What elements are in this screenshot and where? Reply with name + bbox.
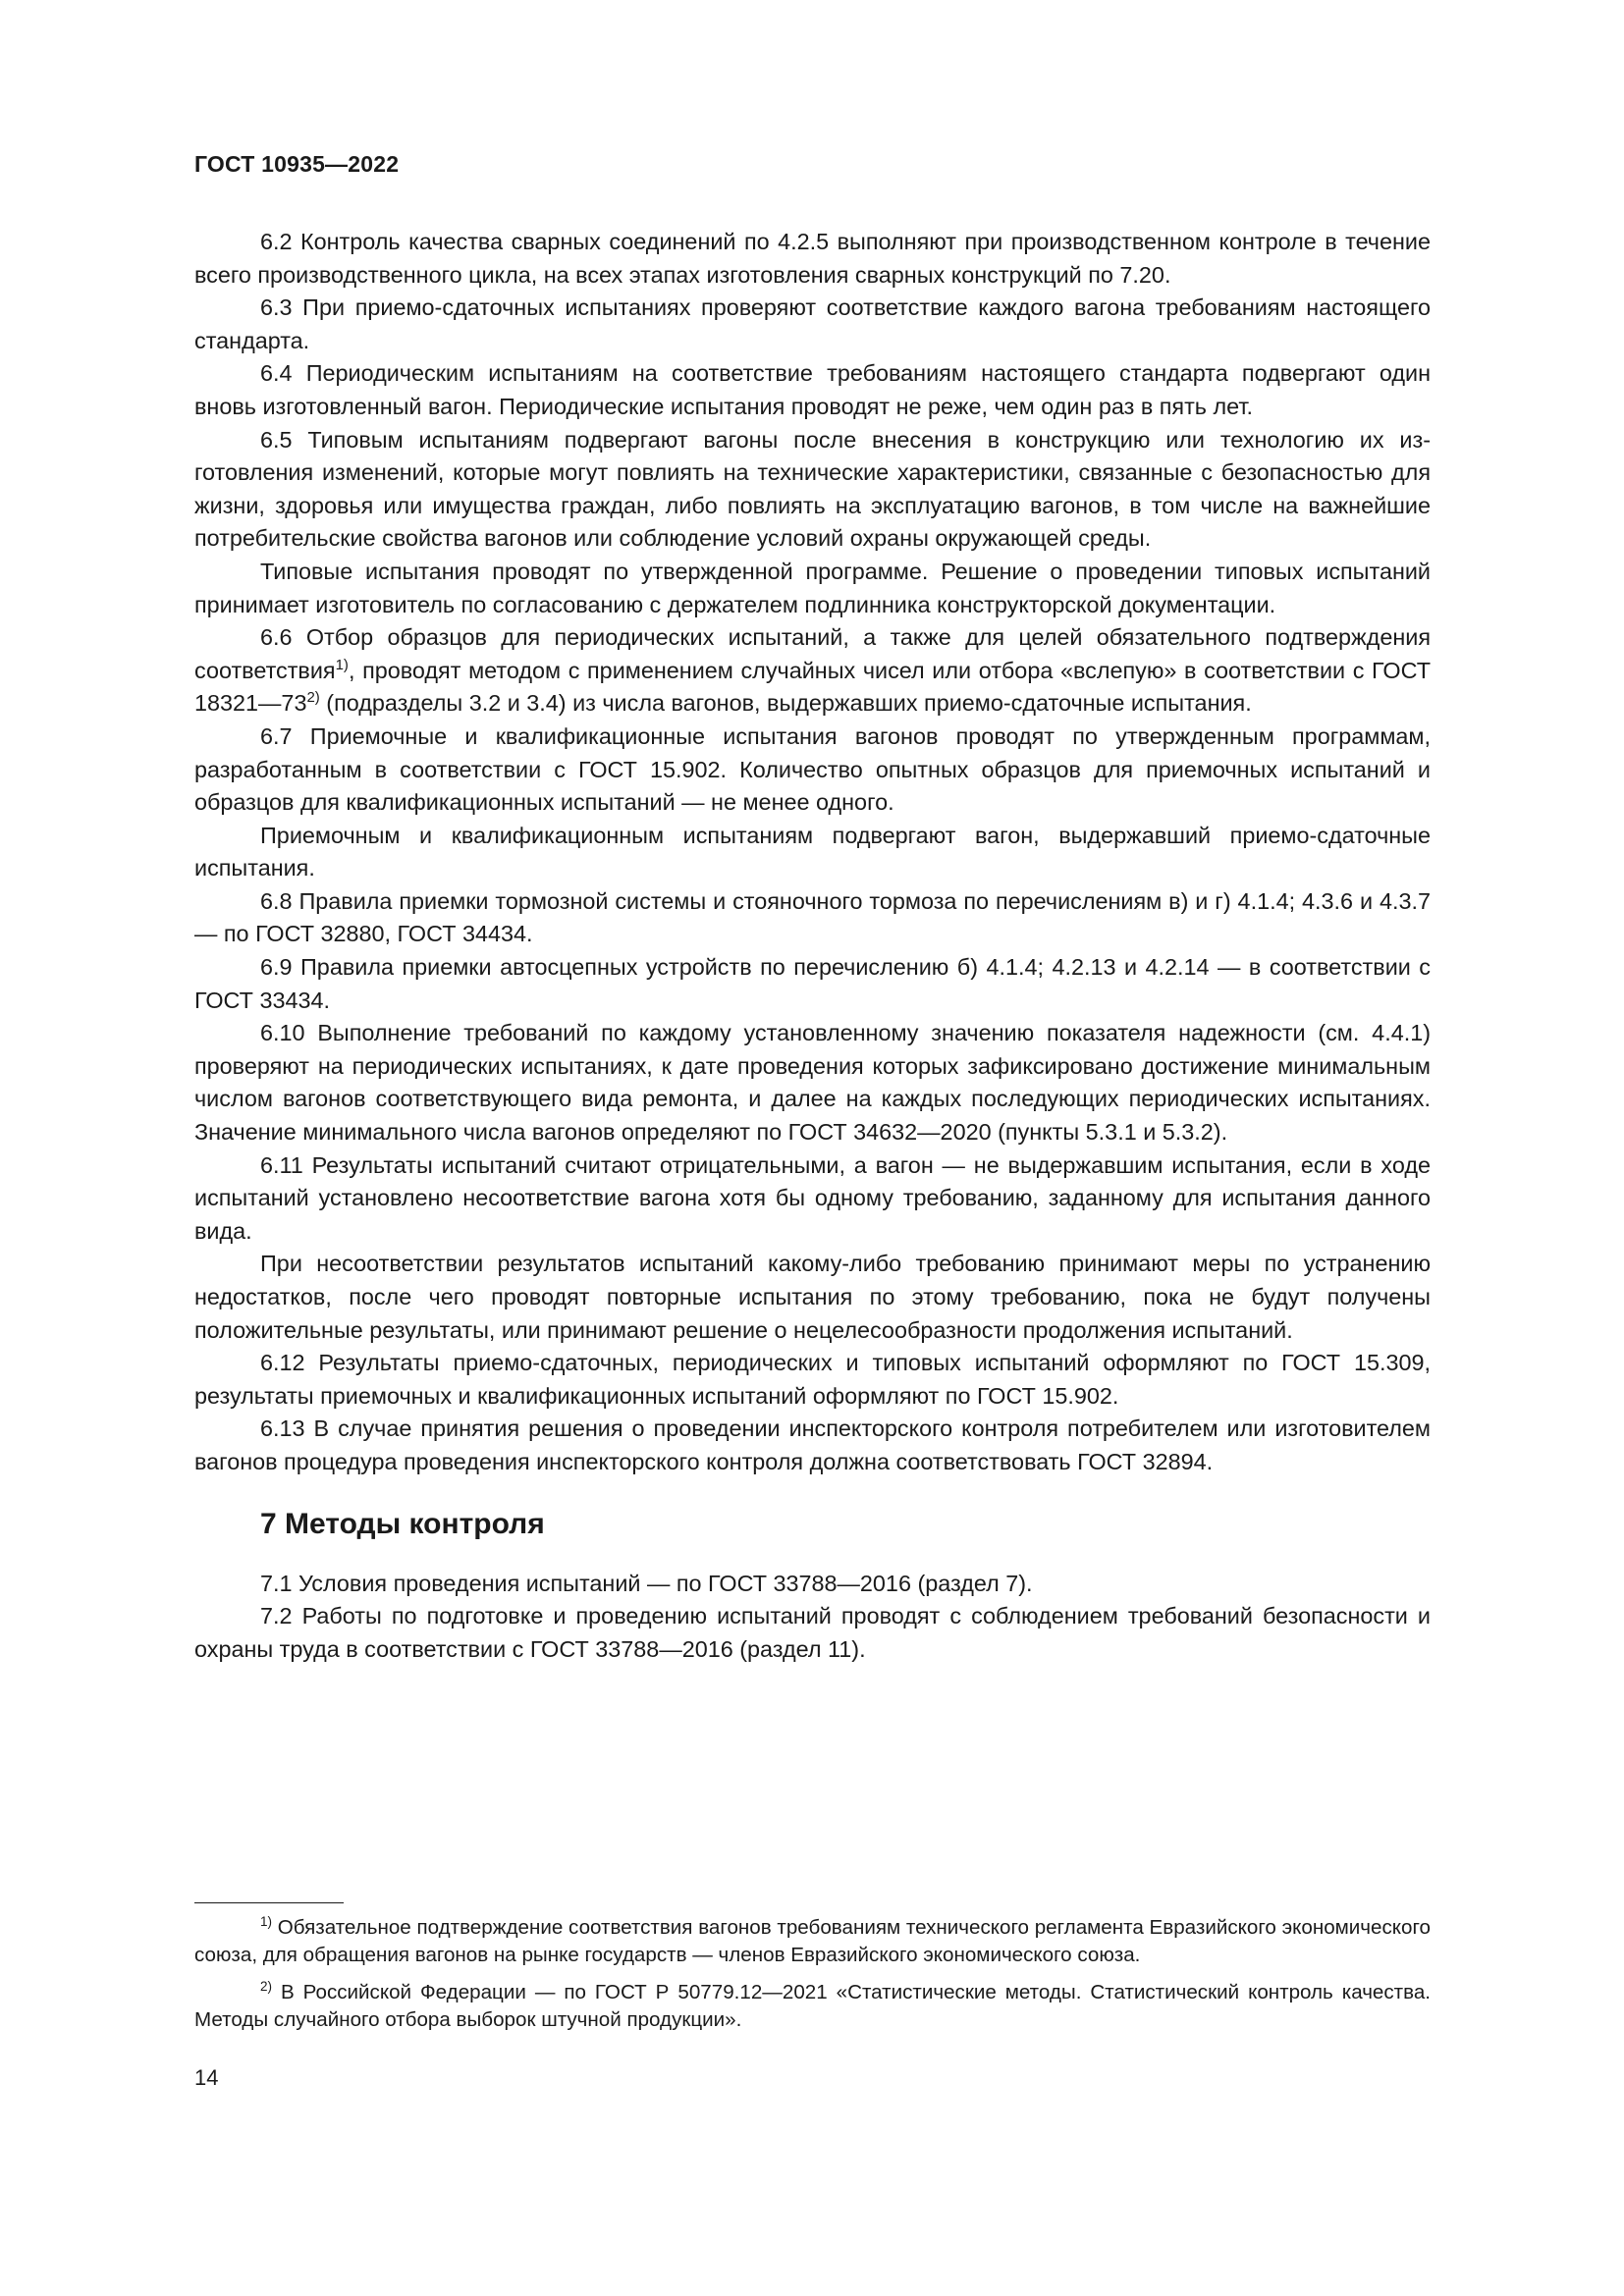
footnote-2 <box>194 1979 1431 2034</box>
footnote-1-mark: 1) <box>260 1914 273 1929</box>
footnote-divider <box>194 1902 344 1903</box>
footnote-1-text: Обязательное подтверждение соответствия вагонов требованиям технического регламента Евразийского экономического союза, для обращения вагонов на рынке государств — членов Евразийского экономического союза. <box>194 1916 1431 1966</box>
paragraph-6-3: 6.3 При приемо-сдаточных испытаниях проверяют соответствие каждого вагона требованиям настоящего стандарта. <box>194 294 1431 353</box>
document-header: ГОСТ 10935—2022 <box>194 151 400 177</box>
paragraph-6-2: 6.2 Контроль качества сварных соединений по 4.2.5 выполняют при производственном контроле в течение всего производственного цикла, на всех этапах изготовления сварных конструкций по 7.20. <box>194 229 1431 288</box>
page-number: 14 <box>194 2065 219 2090</box>
paragraph-6-6-part-a: 6.6 Отбор образцов для периодических испытаний, а также для целей обязательного подтверждения соответствия <box>194 624 1431 683</box>
paragraph-6-8: 6.8 Правила приемки тормозной системы и стояночного тормоза по перечислениям в) и г) 4.1.4; 4.3.6 и 4.3.7 — по ГОСТ 32880, ГОСТ 34434. <box>194 887 1431 947</box>
paragraph-6-5-continued: Типовые испытания проводят по утвержденной программе. Решение о проведении типовых испытаний принимает изготовитель по согласованию с держателем подлинника конструкторской документации. <box>194 558 1431 617</box>
paragraph-7-1: 7.1 Условия проведения испытаний — по ГОСТ 33788—2016 (раздел 7). <box>260 1570 1033 1596</box>
footnote-2-text: В Российской Федерации — по ГОСТ Р 50779.12—2021 «Статистические методы. Статистический контроль качества. Методы случайного отбора выборок штучной продукции». <box>194 1981 1431 2031</box>
footnote-ref-1: 1) <box>335 656 349 673</box>
paragraph-6-11: 6.11 Результаты испытаний считают отрицательными, а вагон — не выдержавшим испытания, если в ходе испытаний установлено несоответствие вагона хотя бы одному требованию, заданному для испытания данного вида. <box>194 1151 1431 1244</box>
paragraph-6-4: 6.4 Периодическим испытаниям на соответствие требованиям настоящего стандарта подвергают один вновь изготовленный вагон. Периодические испытания проводят не реже, чем один раз в пять лет. <box>194 360 1431 419</box>
paragraph-6-7: 6.7 Приемочные и квалификационные испытания вагонов проводят по утвержденным программам, разработанным в соответствии с ГОСТ 15.902. Количество опытных образцов для приемочных испытаний и образцов для квалификационных испытаний — не менее одного. <box>194 722 1431 816</box>
footnote-1 <box>194 1914 1431 1969</box>
paragraph-6-9: 6.9 Правила приемки автосцепных устройств по перечислению б) 4.1.4; 4.2.13 и 4.2.14 — в соответствии с ГОСТ 33434. <box>194 954 1431 1013</box>
section-7-title: 7 Методы контроля <box>260 1507 545 1540</box>
footnote-2-mark: 2) <box>260 1979 273 1994</box>
paragraph-6-6-part-b: , проводят методом с применением случайных чисел или отбора «вслепую» в соответствии с ГОСТ 18321—73 <box>194 657 1431 717</box>
paragraph-6-6 <box>194 621 1431 721</box>
paragraph-6-11-continued: При несоответствии результатов испытаний какому-либо требованию принимают меры по устранению недостатков, после чего проводят повторные испытания по этому требованию, пока не будут получены положительные результаты, или принимают решение о нецелесообразности продолжения испытаний. <box>194 1251 1431 1343</box>
paragraph-6-13: 6.13 В случае принятия решения о проведении инспекторского контроля потребителем или изготовителем вагонов процедура проведения инспекторского контроля должна соответствовать ГОСТ 32894. <box>194 1415 1431 1474</box>
paragraph-6-12: 6.12 Результаты приемо-сдаточных, периодических и типовых испытаний оформляют по ГОСТ 15.309, результаты приемочных и квалификационных испытаний оформляют по ГОСТ 15.902. <box>194 1350 1431 1409</box>
footnote-ref-2: 2) <box>306 689 320 707</box>
document-body <box>194 226 1431 1666</box>
paragraph-7-2: 7.2 Работы по подготовке и проведению испытаний проводят с соблюдением требований безопасности и охраны труда в соответствии с ГОСТ 33788—2016 (раздел 11). <box>194 1603 1431 1662</box>
footnotes <box>194 1914 1431 2044</box>
paragraph-6-10: 6.10 Выполнение требований по каждому установленному значению показателя надежности (см. 4.4.1) проверяют на периодических испытаниях, к дате проведения которых зафиксировано достижение минимальным числом вагонов соответствующего вида ремонта, и далее на каждых последующих периодических испытаниях. Значение минимального числа вагонов определяют по ГОСТ 34632—2020 (пункты 5.3.1 и 5.3.2). <box>194 1020 1431 1146</box>
paragraph-6-6-part-c: (подразделы 3.2 и 3.4) из числа вагонов, выдержавших приемо-сдаточные испытания. <box>319 690 1252 717</box>
paragraph-6-5: 6.5 Типовым испытаниям подвергают вагоны после внесения в конструкцию или технологию их изготовления изменений, которые могут повлиять на технические характеристики, связанные с безопасностью для жизни, здоровья или имущества граждан, либо повлиять на эксплуатацию вагонов, в том числе на важнейшие потребительские свойства вагонов или соблюдение условий охраны окружающей среды. <box>194 426 1431 552</box>
paragraph-6-7-continued: Приемочным и квалификационным испытаниям подвергают вагон, выдержавший приемо-сдаточные испытания. <box>194 822 1431 881</box>
